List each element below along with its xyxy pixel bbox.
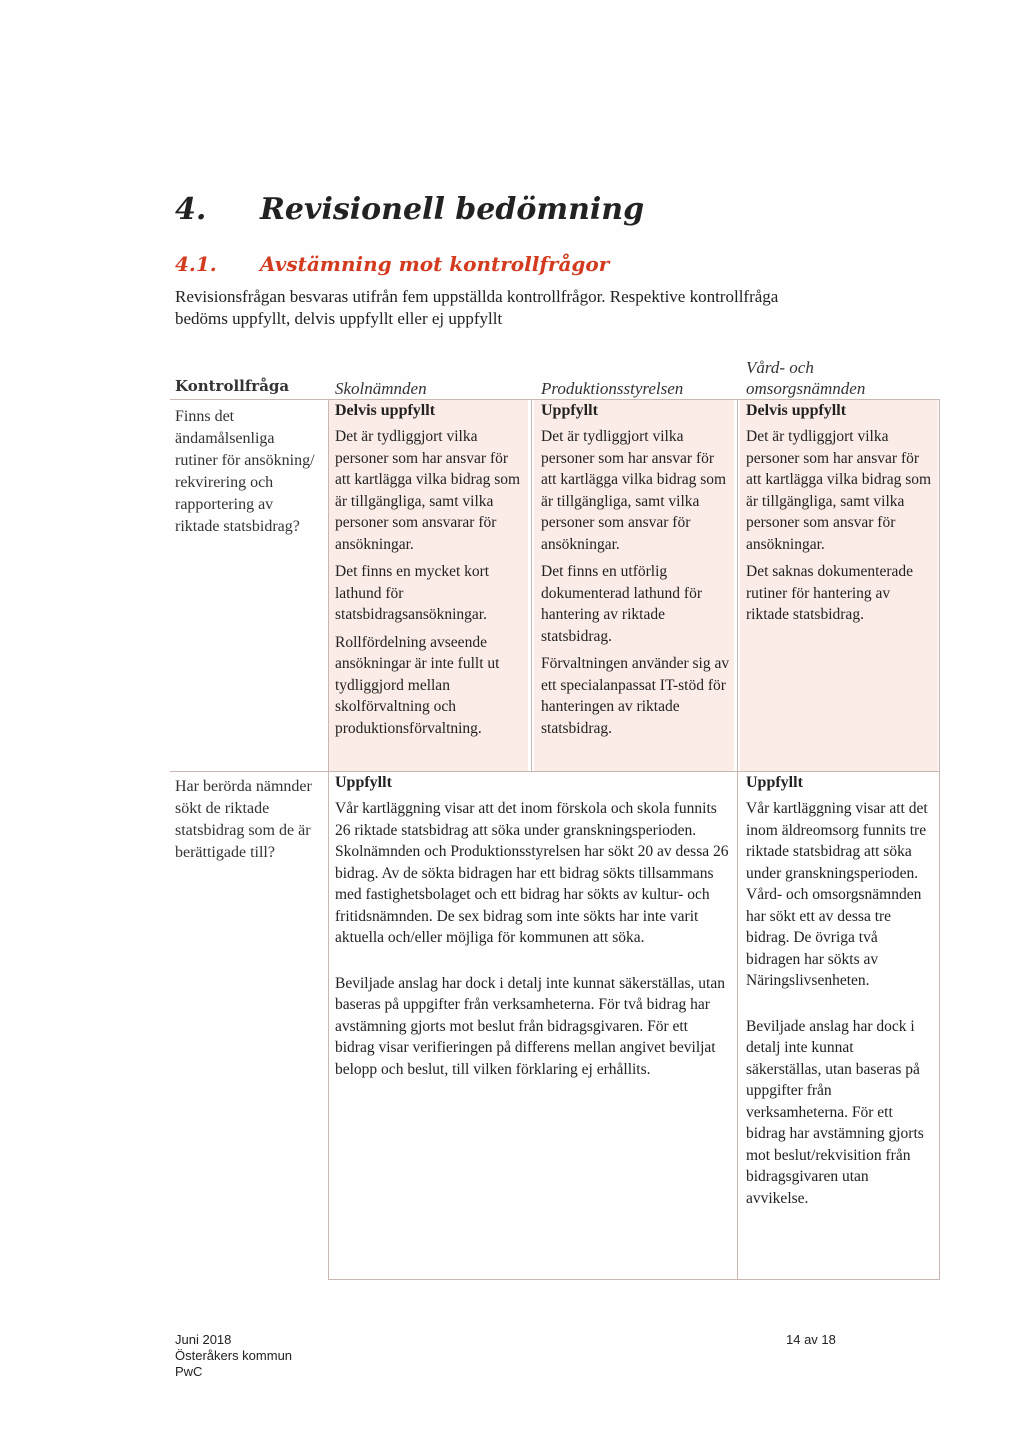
row2-vard-status: Uppfyllt	[746, 774, 803, 791]
section-number: 4.	[175, 192, 207, 227]
header-produktionsstyrelsen: Produktionsstyrelsen	[541, 379, 684, 398]
intro-paragraph: Revisionsfrågan besvaras utifrån fem uppställda kontrollfrågor. Respektive kontrollfråga bedöms uppfyllt, delvis uppfyllt eller ej uppfyllt	[175, 287, 779, 328]
row1-vard-status: Delvis uppfyllt	[746, 402, 847, 419]
footer-page-number: 14 av 18	[786, 1332, 836, 1347]
row2-skola-produktion-p2: Beviljade anslag har dock i detalj inte kunnat säkerställas, utan baseras på uppgifter från verksamheterna. För två bidrag har avstämning gjorts mot beslut från bidragsgivaren. För ett bidrag visar verifieringen på differens mellan angivet beviljat belopp och beslut, till vilken förklaring ej erhållits.	[335, 974, 725, 1078]
row2-question: Har berörda nämnder sökt de riktade statsbidrag som de är berättigade till?	[175, 778, 312, 861]
row1-skolnamnden-p3: Rollfördelning avseende ansökningar är inte fullt ut tydliggjord mellan skolförvaltning och produktionsförvaltning.	[335, 633, 500, 737]
subsection-heading	[175, 252, 609, 276]
section-title: Revisionell bedömning	[260, 192, 645, 227]
row1-produktion-cell	[541, 402, 731, 745]
footer-left	[175, 1332, 292, 1380]
table-bottom-line	[328, 1279, 940, 1280]
subsection-title: Avstämning mot kontrollfrågor	[260, 252, 610, 276]
row2-vard-p2: Beviljade anslag har dock i detalj inte kunnat säkerställas, utan baseras på uppgifter från verksamheterna. För ett bidrag har avstämning gjorts mot beslut/rekvisition från bidragsgivaren utan avvikelse.	[746, 1017, 924, 1207]
table-vline-2	[531, 399, 532, 771]
section-heading	[175, 192, 644, 227]
row1-vard-cell	[746, 402, 932, 632]
row2-vard-p1: Vår kartläggning visar att det inom äldreomsorg funnits tre riktade statsbidrag att söka under granskningsperioden. Vård- och omsorgsnämnden har sökt ett av dessa tre bidrag. De övriga två bidragen har sökts av Näringslivsenheten.	[746, 800, 928, 989]
footer-firm: PwC	[175, 1364, 203, 1379]
table-vline-4	[939, 399, 940, 1279]
table-header-line	[170, 399, 940, 400]
header-skolnamnden: Skolnämnden	[335, 379, 427, 398]
row1-skolnamnden-cell	[335, 402, 525, 745]
footer-org: Österåkers kommun	[175, 1348, 293, 1363]
row1-produktion-p1: Det är tydliggjort vilka personer som har ansvar för att kartlägga vilka bidrag som är tillgängliga, samt vilka personer som ansvar för ansökningar.	[541, 428, 727, 553]
header-kontrollfraga: Kontrollfråga	[175, 377, 290, 395]
table-row-divider	[170, 771, 940, 772]
table-vline-1	[328, 399, 329, 1279]
row1-question: Finns det ändamålsenliga rutiner för ansökning/ rekvirering och rapportering av riktade statsbidrag?	[175, 408, 315, 535]
row1-vard-p2: Det saknas dokumenterade rutiner för hantering av riktade statsbidrag.	[746, 563, 913, 623]
table-vline-3	[737, 399, 738, 1279]
row1-produktion-p2: Det finns en utförlig dokumenterad lathund för hantering av riktade statsbidrag.	[541, 563, 702, 645]
row2-skola-produktion-cell	[335, 774, 730, 1086]
row2-vard-cell	[746, 774, 932, 1215]
row1-skolnamnden-p2: Det finns en mycket kort lathund för statsbidragsansökningar.	[335, 563, 490, 623]
header-vard-omsorgsnamnden: Vård- och omsorgsnämnden	[746, 358, 866, 398]
row1-skolnamnden-p1: Det är tydliggjort vilka personer som har ansvar för att kartlägga vilka bidrag som är tillgängliga, samt vilka personer som ansvarar för ansökningar.	[335, 428, 521, 553]
subsection-number: 4.1.	[175, 252, 217, 276]
row1-vard-p1: Det är tydliggjort vilka personer som har ansvar för att kartlägga vilka bidrag som är tillgängliga, samt vilka personer som ansvar för ansökningar.	[746, 428, 932, 553]
row1-skolnamnden-status: Delvis uppfyllt	[335, 402, 436, 419]
row2-skola-produktion-status: Uppfyllt	[335, 774, 392, 791]
footer-date: Juni 2018	[175, 1332, 232, 1347]
row1-produktion-p3: Förvaltningen använder sig av ett specialanpassat IT-stöd för hanteringen av riktade statsbidrag.	[541, 655, 730, 737]
row2-skola-produktion-p1: Vår kartläggning visar att det inom förskola och skola funnits 26 riktade statsbidrag att söka under granskningsperioden. Skolnämnden och Produktionsstyrelsen har sökt 20 av dessa 26 bidrag. Av de sökta bidragen har ett bidrag sökts tillsammans med fastighetsbolaget och ett bidrag har sökts av kultur- och fritidsnämnden. De sex bidrag som inte sökts har inte varit aktuella och/eller möjliga för kommunen att söka.	[335, 800, 729, 946]
row1-produktion-status: Uppfyllt	[541, 402, 598, 419]
